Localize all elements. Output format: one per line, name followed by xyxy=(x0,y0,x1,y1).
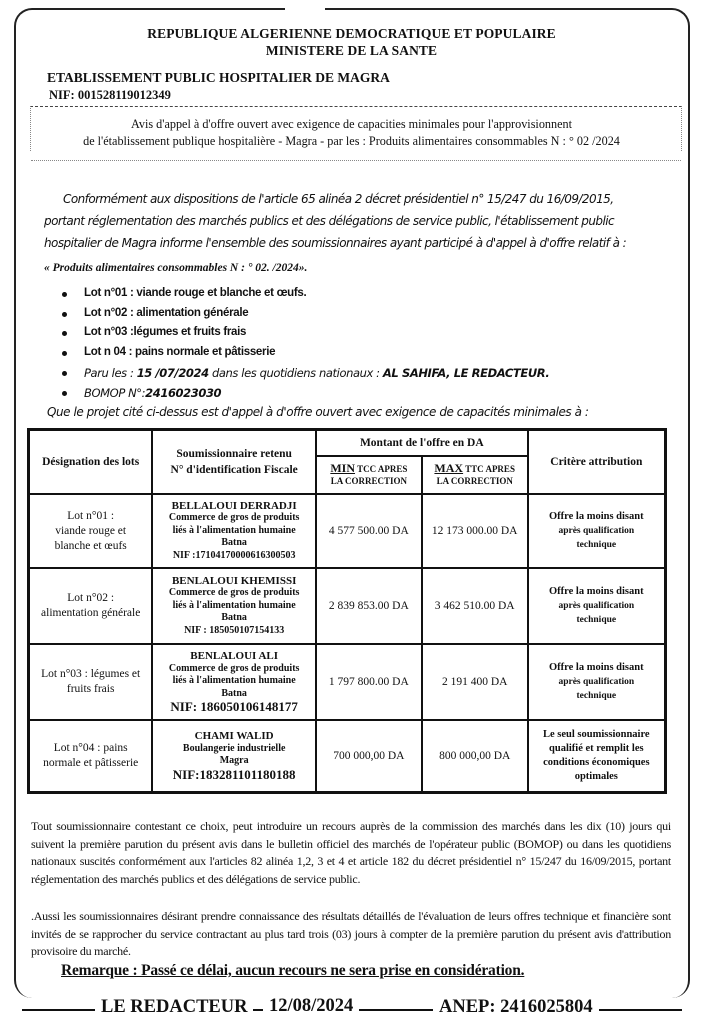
avis-line-2: de l'établissement publique hospitalière - Magra - par les : Produits alimentaires consommables N : ° 02 /2024 xyxy=(83,134,620,148)
paru-mid: dans les quotidiens nationaux : xyxy=(208,365,383,380)
bidder-nif: NIF:183281101180188 xyxy=(172,766,296,782)
header-soumissionnaire-line2: N° d'identification Fiscale xyxy=(170,464,298,476)
table-row xyxy=(29,644,666,720)
header-montant: Montant de l'offre en DA xyxy=(316,430,528,456)
header-max-rest: TTC APRES xyxy=(463,464,515,475)
bomop-prefix: BOMOP N°: xyxy=(84,385,146,400)
bidder-name: CHAMI WALID xyxy=(194,730,274,743)
bullet-icon xyxy=(62,371,67,376)
ministry-title: MINISTERE DE LA SANTE xyxy=(265,43,438,58)
bullet-icon xyxy=(62,312,67,317)
header-max xyxy=(422,456,528,494)
header-min-rest: TCC APRES xyxy=(355,464,408,475)
footer-anep: ANEP: 2416025804 xyxy=(433,997,599,1018)
table-row xyxy=(29,494,666,568)
intro-reference: « Produits alimentaires consommables N : ° 02. /2024». xyxy=(44,262,308,274)
results-table xyxy=(27,428,667,794)
cell-max: 12 173 000.00 DA xyxy=(422,494,528,568)
bidder-nif: NIF :171041700006163005​03 xyxy=(172,549,296,561)
header-critere: Critère attribution xyxy=(528,430,666,495)
bullet-icon xyxy=(62,391,67,396)
header-soumissionnaire-line1: Soumissionnaire retenu xyxy=(176,448,292,460)
lot-item-text: Lot n°02 : alimentation générale xyxy=(84,306,249,319)
cell-soumissionnaire: BENLALOUI ALI Commerce de gros de produits liés à l'alimentation humaine Batna NIF: 186050106148177 xyxy=(152,644,316,720)
lot-item-text: Lot n 04 : pains normale et pâtisserie xyxy=(84,345,276,358)
bidder-name: BELLALOUI DERRADJI xyxy=(171,499,297,512)
que-line: Que le projet cité ci-dessus est d'appel à d'offre ouvert avec exigence de capacités minimales à : xyxy=(47,405,589,419)
bidder-nif: NIF : 185050107154133 xyxy=(184,624,285,636)
paru-prefix: Paru les : xyxy=(84,365,137,380)
border-gap xyxy=(285,4,325,12)
cell-lot: Lot n°04 : pains normale et pâtisserie xyxy=(29,720,153,793)
cell-soumissionnaire: BENLALOUI KHEMISSI Commerce de gros de produits liés à l'alimentation humaine Batna NIF : 185050107154133 xyxy=(152,568,316,644)
header-min-sub: LA CORRECTION xyxy=(330,476,407,487)
recours-paragraph: Tout soumissionnaire contestant ce choix, peut introduire un recours auprès de la commission des marchés dans les dix (10) jours qui suivent la première parution du présent avis dans le bulletin officiel des marchés de l'opérateur public (BOMOP) ou dans les quotidiens nationaux suscités conformément aux l'articles 82 alinéa 1,2, 3 et 4 et article 182 du décret présidentiel n° 15/247 du 16/09/2015, portant réglementation des marchés publics et des délégations de service public. xyxy=(31,819,671,886)
cell-min: 700 000,00 DA xyxy=(316,720,422,793)
header-min-key: MIN xyxy=(330,461,356,476)
cell-critere: Offre la moins disant après qualification technique xyxy=(528,644,666,720)
bidder-nif: NIF: 186050106148177 xyxy=(170,699,298,714)
lot-item-text: Lot n°01 : viande rouge et blanche et œufs. xyxy=(84,287,307,299)
footer xyxy=(0,997,703,1021)
lot-item-text: Lot n°03 :légumes et fruits frais xyxy=(84,326,247,338)
bidder-name: BENLALOUI KHEMISSI xyxy=(171,574,297,587)
cell-max: 2 191 400 DA xyxy=(422,644,528,720)
cell-lot: Lot n°02 : alimentation générale xyxy=(29,568,153,644)
cell-min: 4 577 500.00 DA xyxy=(316,494,422,568)
intro-paragraph: Conformément aux dispositions de l'article 65 alinéa 2 décret présidentiel n° 15/247 du 16/09/2015, portant réglementation des marchés publics et des délégations de service public, l'établissement public hospitalier de Magra informe l'ensemble des soumissionnaires ayant participé à d'appel à d'offre relatif à : xyxy=(44,192,627,250)
header-max-sub: LA CORRECTION xyxy=(436,476,513,487)
list-item xyxy=(62,307,549,327)
cell-max: 800 000,00 DA xyxy=(422,720,528,793)
bullet-icon xyxy=(62,292,67,297)
list-item xyxy=(62,287,549,307)
remarque: Remarque : Passé ce délai, aucun recours ne sera prise en considération. xyxy=(61,962,525,979)
header-lot: Désignation des lots xyxy=(29,430,153,495)
cell-soumissionnaire: BELLALOUI DERRADJI Commerce de gros de produits liés à l'alimentation humaine Batna NIF :171041700006163005​03 xyxy=(152,494,316,568)
table-row xyxy=(29,568,666,644)
bullet-icon xyxy=(62,351,67,356)
bomop-item xyxy=(62,386,549,406)
establishment-nif: NIF: 001528119012349 xyxy=(49,88,171,102)
avis-line-1: Avis d'appel à d'offre ouvert avec exigence de capacities minimales pour l'approvisionnent xyxy=(130,117,572,131)
cell-min: 1 797 800.00 DA xyxy=(316,644,422,720)
cell-critere: Le seul soumissionnaire qualifié et remplit les conditions économiques optimales xyxy=(528,720,666,793)
bomop-number: 2416023030 xyxy=(145,385,222,400)
cell-lot: Lot n°01 : viande rouge et blanche et œufs xyxy=(29,494,153,568)
republic-title: REPUBLIQUE ALGERIENNE DEMOCRATIQUE ET POPULAIRE xyxy=(147,26,556,41)
lots-list xyxy=(62,287,549,405)
list-item xyxy=(62,346,549,366)
table-header-row xyxy=(29,430,666,456)
paru-papers: AL SAHIFA, LE REDACTEUR. xyxy=(382,365,550,380)
footer-date: 12/08/2024 xyxy=(263,996,359,1017)
cell-soumissionnaire: CHAMI WALID Boulangerie industrielle Magra NIF:183281101180188 xyxy=(152,720,316,793)
header-min xyxy=(316,456,422,494)
cell-max: 3 462 510.00 DA xyxy=(422,568,528,644)
cell-lot: Lot n°03 : légumes et fruits frais xyxy=(29,644,153,720)
publication-item xyxy=(62,366,549,386)
cell-critere: Offre la moins disant après qualification technique xyxy=(528,494,666,568)
list-item xyxy=(62,326,549,346)
aussi-paragraph: .Aussi les soumissionnaires désirant prendre connaissance des résultats détaillés de l'évaluation de leurs offres technique et financière sont invités de se rapprocher du service contractant au plus tard trois (03) jours à compter de la première parution du présent avis d'attribution provisoire du marché. xyxy=(31,909,671,958)
cell-critere: Offre la moins disant après qualification technique xyxy=(528,568,666,644)
footer-newspaper: LE REDACTEUR xyxy=(95,997,253,1018)
table-row xyxy=(29,720,666,793)
establishment-name: ETABLISSEMENT PUBLIC HOSPITALIER DE MAGRA xyxy=(47,70,390,85)
bullet-icon xyxy=(62,331,67,336)
header-max-key: MAX xyxy=(434,461,464,476)
header-soumissionnaire xyxy=(152,430,316,495)
cell-min: 2 839 853.00 DA xyxy=(316,568,422,644)
bidder-name: BENLALOUI ALI xyxy=(190,650,279,662)
paru-date: 15 /07/2024 xyxy=(136,365,209,380)
